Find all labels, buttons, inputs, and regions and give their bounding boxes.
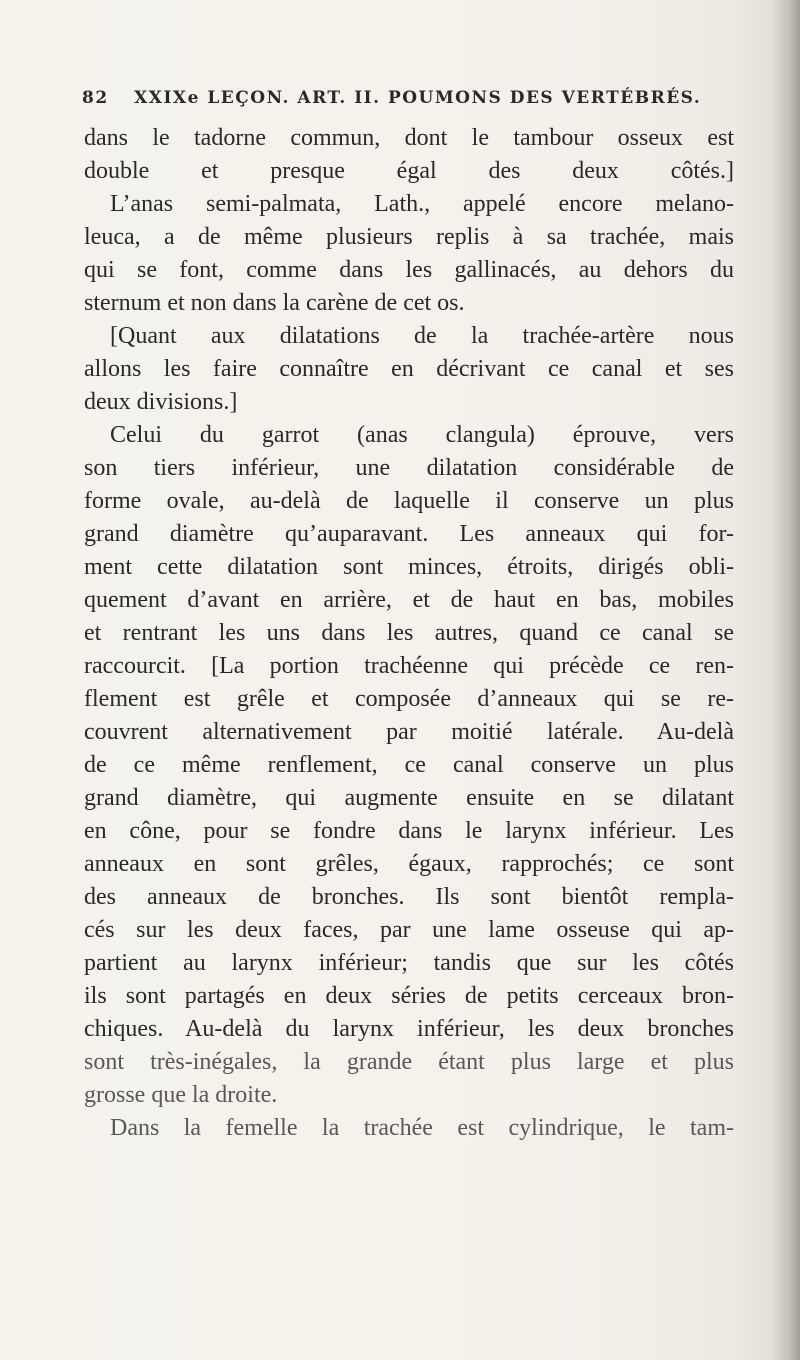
page-edge-shadow xyxy=(772,0,800,1360)
running-header xyxy=(82,88,722,108)
text-line: quement d’avant en arrière, et de haut en bas, mobiles xyxy=(84,587,734,613)
text-line: de ce même renflement, ce canal conserve un plus xyxy=(84,752,734,778)
text-line: double et presque égal des deux côtés.] xyxy=(84,158,734,184)
running-title: XXIXe LEÇON. ART. II. POUMONS DES VERTÉBRÉS. xyxy=(134,88,702,108)
text-line: L’anas semi-palmata, Lath., appelé encore melano- xyxy=(110,191,734,217)
body-text xyxy=(84,122,734,1145)
text-line: et rentrant les uns dans les autres, quand ce canal se xyxy=(84,620,734,646)
text-line: [Quant aux dilatations de la trachée-artère nous xyxy=(110,323,734,349)
text-line: leuca, a de même plusieurs replis à sa trachée, mais xyxy=(84,224,734,250)
text-line: chiques. Au-delà du larynx inférieur, les deux bronches xyxy=(84,1016,734,1042)
text-line: dans le tadorne commun, dont le tambour osseux est xyxy=(84,125,734,151)
text-line: forme ovale, au-delà de laquelle il conserve un plus xyxy=(84,488,734,514)
text-line: ils sont partagés en deux séries de petits cerceaux bron- xyxy=(84,983,734,1009)
text-line: couvrent alternativement par moitié latérale. Au-delà xyxy=(84,719,734,745)
text-line: deux divisions.] xyxy=(84,389,238,415)
text-line: qui se font, comme dans les gallinacés, au dehors du xyxy=(84,257,734,283)
text-line: des anneaux de bronches. Ils sont bientôt rempla- xyxy=(84,884,734,910)
text-line: Celui du garrot (anas clangula) éprouve, vers xyxy=(110,422,734,448)
text-line: ment cette dilatation sont minces, étroits, dirigés obli- xyxy=(84,554,734,580)
text-line: en cône, pour se fondre dans le larynx inférieur. Les xyxy=(84,818,734,844)
text-line: grosse que la droite. xyxy=(84,1082,278,1108)
text-line: cés sur les deux faces, par une lame osseuse qui ap- xyxy=(84,917,734,943)
text-line: allons les faire connaître en décrivant ce canal et ses xyxy=(84,356,734,382)
text-line: sternum et non dans la carène de cet os. xyxy=(84,290,465,316)
text-line: Dans la femelle la trachée est cylindrique, le tam- xyxy=(110,1115,734,1141)
text-line: sont très-inégales, la grande étant plus large et plus xyxy=(84,1049,734,1075)
text-line: grand diamètre qu’auparavant. Les anneaux qui for- xyxy=(84,521,734,547)
text-line: raccourcit. [La portion trachéenne qui précède ce ren- xyxy=(84,653,734,679)
text-line: son tiers inférieur, une dilatation considérable de xyxy=(84,455,734,481)
text-line: grand diamètre, qui augmente ensuite en se dilatant xyxy=(84,785,734,811)
page-number: 82 xyxy=(82,88,109,108)
text-line: partient au larynx inférieur; tandis que sur les côtés xyxy=(84,950,734,976)
text-line: anneaux en sont grêles, égaux, rapprochés; ce sont xyxy=(84,851,734,877)
text-line: flement est grêle et composée d’anneaux qui se re- xyxy=(84,686,734,712)
